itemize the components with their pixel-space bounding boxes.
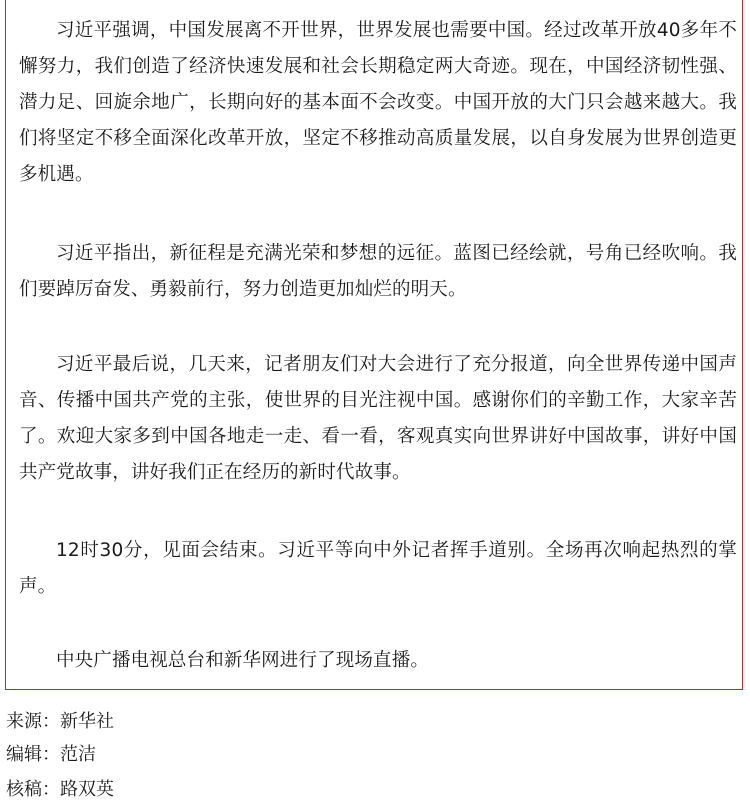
article-paragraph-2: 习近平指出，新征程是充满光荣和梦想的远征。蓝图已经绘就，号角已经吹响。我们要踔厉奋发、勇毅前行，努力创造更加灿烂的明天。: [19, 243, 737, 300]
article-paragraph-5: 中央广播电视总台和新华网进行了现场直播。: [56, 650, 430, 671]
editor-line: 编辑：范洁: [6, 744, 96, 765]
source-line: 来源：新华社: [6, 711, 114, 732]
article-paragraph-1: 习近平强调，中国发展离不开世界，世界发展也需要中国。经过改革开放40多年不懈努力，我们创造了经济快速发展和社会长期稳定两大奇迹。现在，中国经济韧性强、潜力足、回旋余地广，长期向好的基本面不会改变。中国开放的大门只会越来越大。我们将坚定不移全面深化改革开放，坚定不移推动高质量发展，以自身发展为世界创造更多机遇。: [19, 20, 737, 185]
article-paragraph-4: 12时30分，见面会结束。习近平等向中外记者挥手道别。全场再次响起热烈的掌声。: [19, 540, 737, 597]
reviewer-line: 核稿：路双英: [6, 779, 114, 800]
article-paragraph-3: 习近平最后说，几天来，记者朋友们对大会进行了充分报道，向全世界传递中国声音、传播中国共产党的主张，使世界的目光注视中国。感谢你们的辛勤工作，大家辛苦了。欢迎大家多到中国各地走一走、看一看，客观真实向世界讲好中国故事，讲好中国共产党故事，讲好我们正在经历的新时代故事。: [19, 354, 737, 483]
article-box: [5, 0, 743, 690]
